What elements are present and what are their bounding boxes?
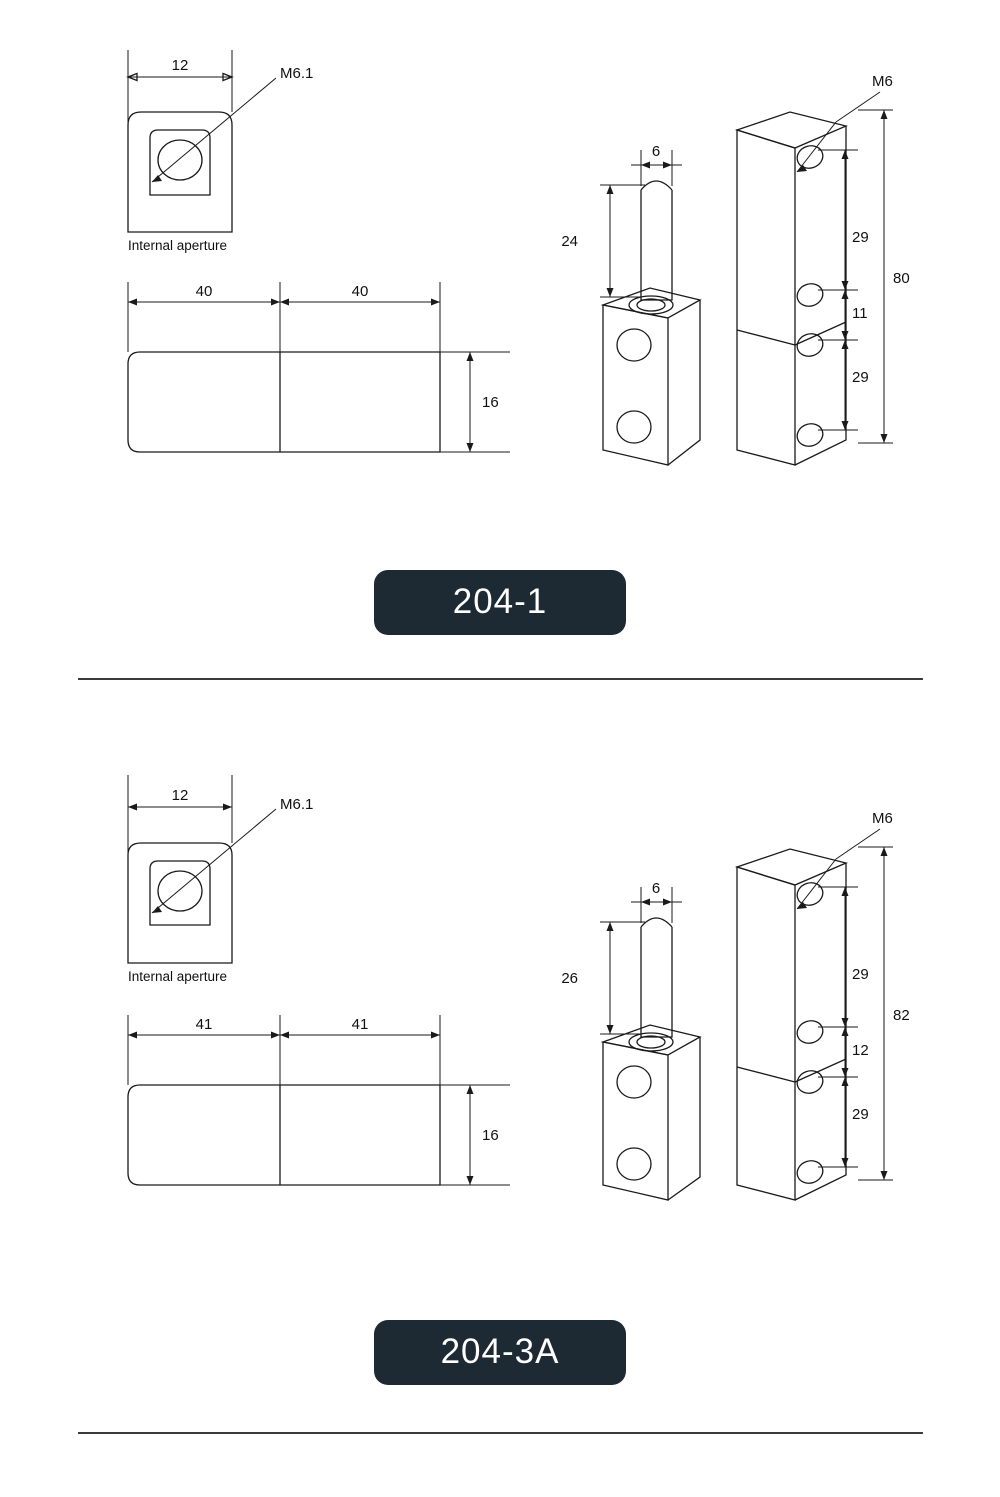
aperture-thread-label: M6.1 xyxy=(280,65,314,82)
column-spacing-bottom-label: 29 xyxy=(852,1106,869,1123)
plan-height-label: 16 xyxy=(482,1127,499,1144)
drawing-block-204-1 xyxy=(0,0,1000,680)
drawing-svg-2 xyxy=(0,715,1000,1235)
aperture-caption: Internal aperture xyxy=(128,238,228,253)
pin-length-label: 26 xyxy=(561,970,578,987)
pin-diameter-label: 6 xyxy=(651,880,661,897)
column-spacing-mid-label: 12 xyxy=(852,1042,869,1059)
section-divider-bottom xyxy=(78,1432,923,1434)
column-spacing-top-label: 29 xyxy=(852,966,869,983)
diagram-area-2 xyxy=(0,715,1000,1215)
badge-wrap-1 xyxy=(0,570,1000,635)
aperture-view-1 xyxy=(128,50,313,253)
aperture-width-label: 12 xyxy=(171,787,189,804)
pin-length-label: 24 xyxy=(561,233,578,250)
column-total-label: 80 xyxy=(893,270,910,287)
aperture-thread-label: M6.1 xyxy=(280,796,314,813)
column-total-label: 82 xyxy=(893,1007,910,1024)
column-thread-label: M6 xyxy=(872,73,893,90)
plan-view-2 xyxy=(128,1015,510,1185)
pin-diameter-label: 6 xyxy=(651,143,661,160)
badge-wrap-2 xyxy=(0,1320,1000,1385)
section-divider-top xyxy=(78,678,923,680)
aperture-width-label: 12 xyxy=(171,57,189,74)
aperture-view-2 xyxy=(128,775,313,984)
column-spacing-bottom-label: 29 xyxy=(852,369,869,386)
plan-left-label: 41 xyxy=(195,1016,213,1033)
plan-view-1 xyxy=(128,282,510,452)
column-thread-label: M6 xyxy=(872,810,893,827)
drawing-svg-1 xyxy=(0,0,1000,500)
plan-right-label: 40 xyxy=(351,283,369,300)
plan-right-label: 41 xyxy=(351,1016,369,1033)
plan-left-label: 40 xyxy=(195,283,213,300)
model-badge-204-3a: 204-3A xyxy=(374,1320,626,1385)
aperture-caption: Internal aperture xyxy=(128,969,228,984)
column-spacing-top-label: 29 xyxy=(852,229,869,246)
diagram-area-1 xyxy=(0,0,1000,500)
column-view-1 xyxy=(737,73,910,465)
post-view-1 xyxy=(561,143,700,465)
column-spacing-mid-label: 11 xyxy=(852,305,868,322)
column-view-2 xyxy=(737,810,910,1200)
plan-height-label: 16 xyxy=(482,394,499,411)
drawing-block-204-3a xyxy=(0,715,1000,1455)
post-view-2 xyxy=(561,880,700,1200)
model-badge-204-1: 204-1 xyxy=(374,570,626,635)
